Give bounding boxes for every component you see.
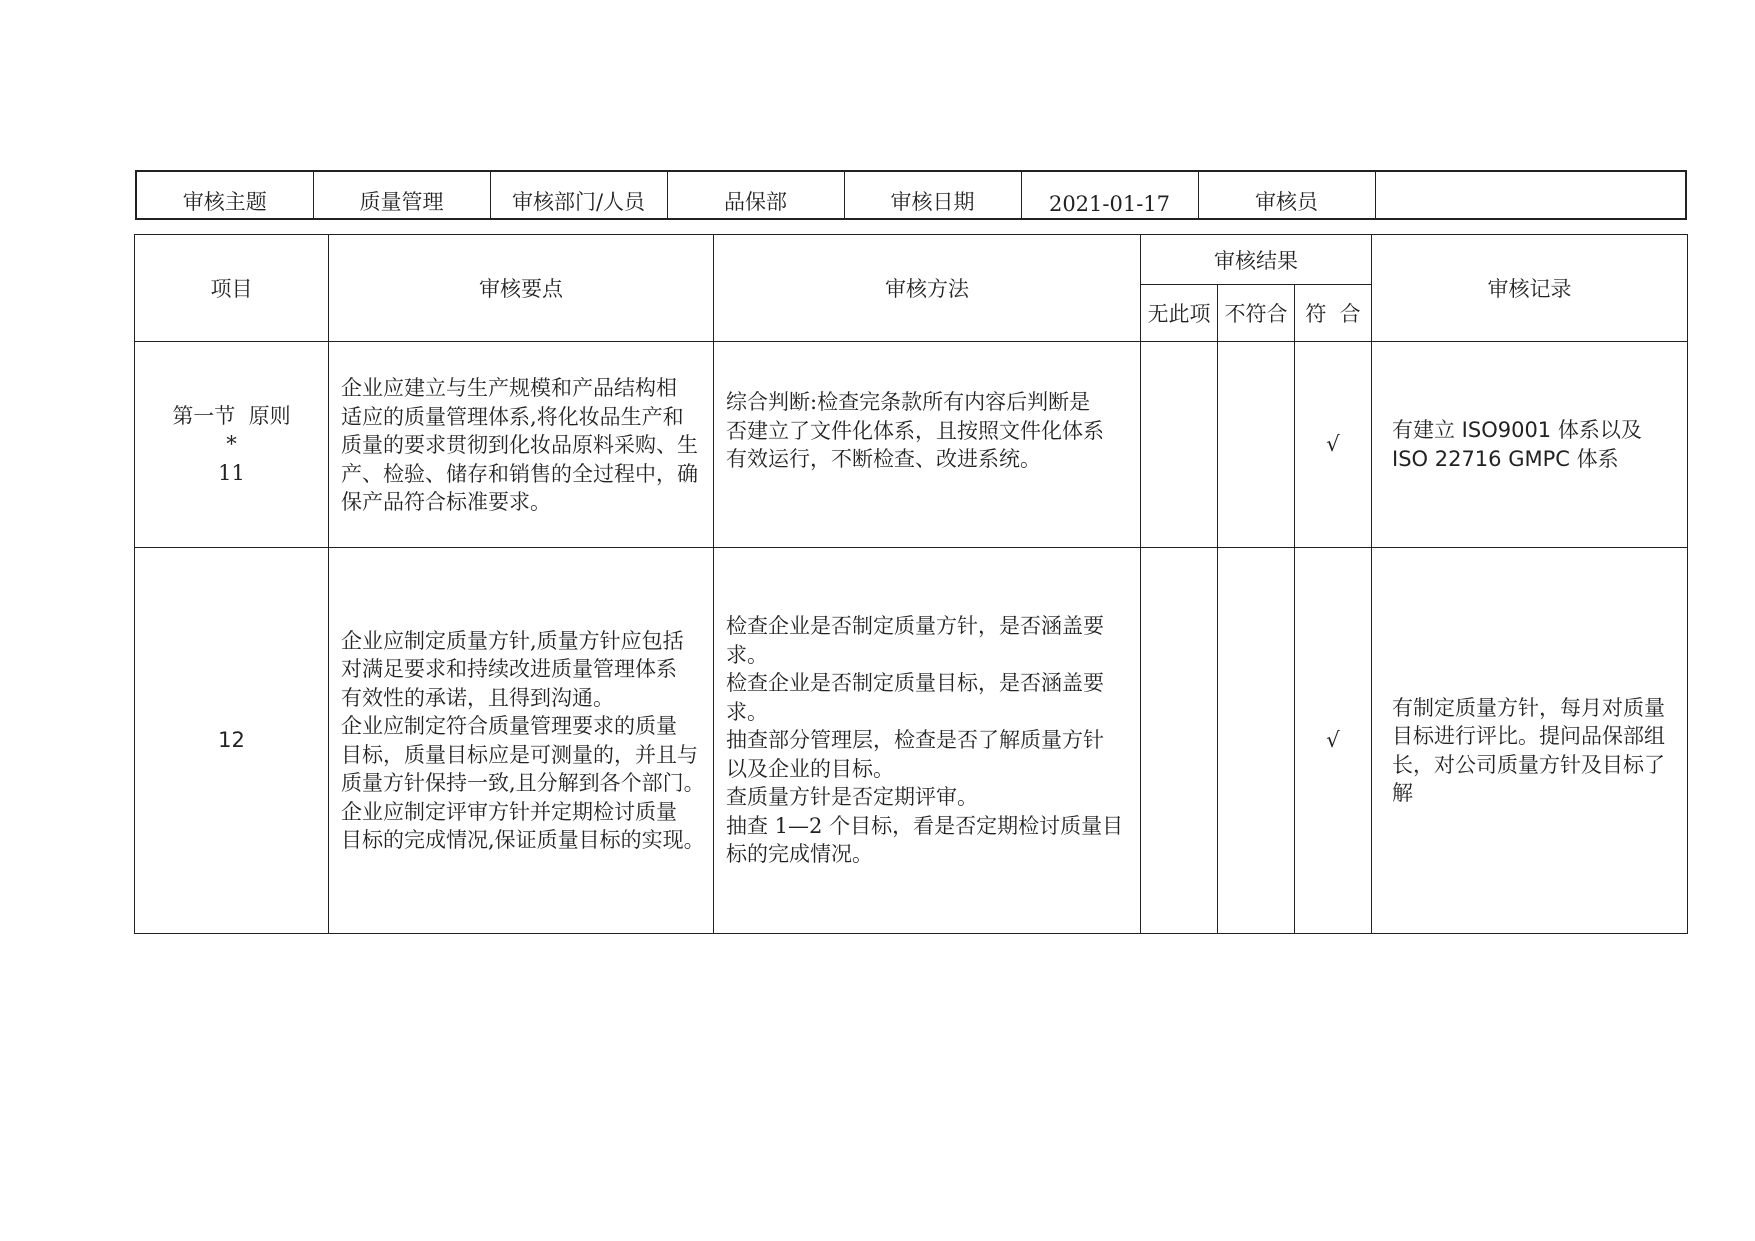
conform-check-mark: √ [1295, 342, 1372, 548]
audit-method-cell [714, 342, 1141, 548]
nonconform-cell [1218, 548, 1295, 934]
col-points-header: 审核要点 [329, 235, 714, 342]
table-row [135, 342, 1688, 548]
dept-value: 品保部 [667, 171, 844, 219]
auditor-label: 审核员 [1198, 171, 1375, 219]
method-line: 检查企业是否制定质量方针，是否涵盖要 [726, 614, 1104, 639]
points-line: 质量的要求贯彻到化妆品原料采购、生 [341, 433, 698, 457]
item-line: 第一节 原则 [172, 403, 291, 428]
record-line: 有建立 ISO9001 体系以及 [1392, 418, 1642, 442]
na-cell [1141, 548, 1218, 934]
points-line: 保产品符合标准要求。 [341, 490, 551, 514]
audit-points-cell [329, 342, 714, 548]
subject-value: 质量管理 [313, 171, 490, 219]
nonconform-cell [1218, 342, 1295, 548]
points-line: 企业应制定质量方针,质量方针应包括 [341, 628, 684, 653]
method-line: 求。 [726, 642, 768, 667]
points-line: 企业应制定符合质量管理要求的质量 [341, 714, 677, 738]
audit-record-cell [1372, 342, 1688, 548]
audit-method-cell [714, 548, 1141, 934]
method-line: 否建立了文件化体系，且按照文件化体系 [726, 418, 1104, 443]
date-label: 审核日期 [844, 171, 1021, 219]
method-line: 综合判断:检查完条款所有内容后判断是 [726, 390, 1091, 414]
points-line: 适应的质量管理体系,将化妆品生产和 [341, 404, 684, 429]
method-line: 有效运行，不断检查、改进系统。 [726, 447, 1041, 471]
audit-record-cell [1372, 548, 1688, 934]
method-line: 求。 [726, 699, 768, 724]
col-item-header: 项目 [135, 235, 329, 342]
points-line: 对满足要求和持续改进质量管理体系 [341, 657, 677, 681]
key-item-mark: * [226, 432, 237, 457]
item-cell [135, 548, 329, 934]
points-line: 目标，质量目标应是可测量的，并且与 [341, 742, 698, 767]
method-line: 以及企业的目标。 [726, 756, 894, 781]
item-number: 11 [218, 460, 245, 485]
dept-label: 审核部门/人员 [490, 171, 667, 219]
date-value: 2021-01-17 [1021, 171, 1198, 219]
na-cell [1141, 342, 1218, 548]
points-line: 产、检验、储存和销售的全过程中，确 [341, 461, 698, 486]
method-line: 抽查 1—2 个目标，看是否定期检讨质量目 [726, 813, 1124, 838]
points-line: 有效性的承诺，且得到沟通。 [341, 685, 614, 710]
audit-header-row [136, 171, 1686, 219]
points-line: 企业应制定评审方针并定期检讨质量 [341, 799, 677, 824]
method-line: 查质量方针是否定期评审。 [726, 785, 978, 810]
column-header-row [135, 235, 1688, 285]
method-line: 检查企业是否制定质量目标，是否涵盖要 [726, 671, 1104, 696]
item-number: 12 [218, 728, 245, 753]
auditor-value [1375, 171, 1686, 219]
conform-check-mark: √ [1295, 548, 1372, 934]
record-line: 长，对公司质量方针及目标了 [1392, 752, 1665, 777]
table-row [135, 548, 1688, 934]
record-line: ISO 22716 GMPC 体系 [1392, 446, 1619, 471]
points-line: 企业应建立与生产规模和产品结构相 [341, 376, 677, 400]
col-na-header: 无此项 [1141, 285, 1218, 342]
subject-label: 审核主题 [136, 171, 313, 219]
audit-header-table [135, 170, 1687, 220]
item-cell [135, 342, 329, 548]
method-line: 标的完成情况。 [726, 842, 873, 867]
record-line: 解 [1392, 781, 1413, 805]
audit-checklist-table [134, 234, 1688, 934]
col-conform-header: 符 合 [1295, 285, 1372, 342]
method-line: 抽查部分管理层，检查是否了解质量方针 [726, 728, 1104, 753]
col-record-header: 审核记录 [1372, 235, 1688, 342]
points-line: 质量方针保持一致,且分解到各个部门。 [341, 771, 705, 795]
record-line: 有制定质量方针，每月对质量 [1392, 695, 1665, 720]
col-result-header: 审核结果 [1141, 235, 1372, 285]
record-line: 目标进行评比。提问品保部组 [1392, 724, 1665, 748]
points-line: 目标的完成情况,保证质量目标的实现。 [341, 828, 705, 852]
col-method-header: 审核方法 [714, 235, 1141, 342]
audit-points-cell [329, 548, 714, 934]
col-nonconform-header: 不符合 [1218, 285, 1295, 342]
